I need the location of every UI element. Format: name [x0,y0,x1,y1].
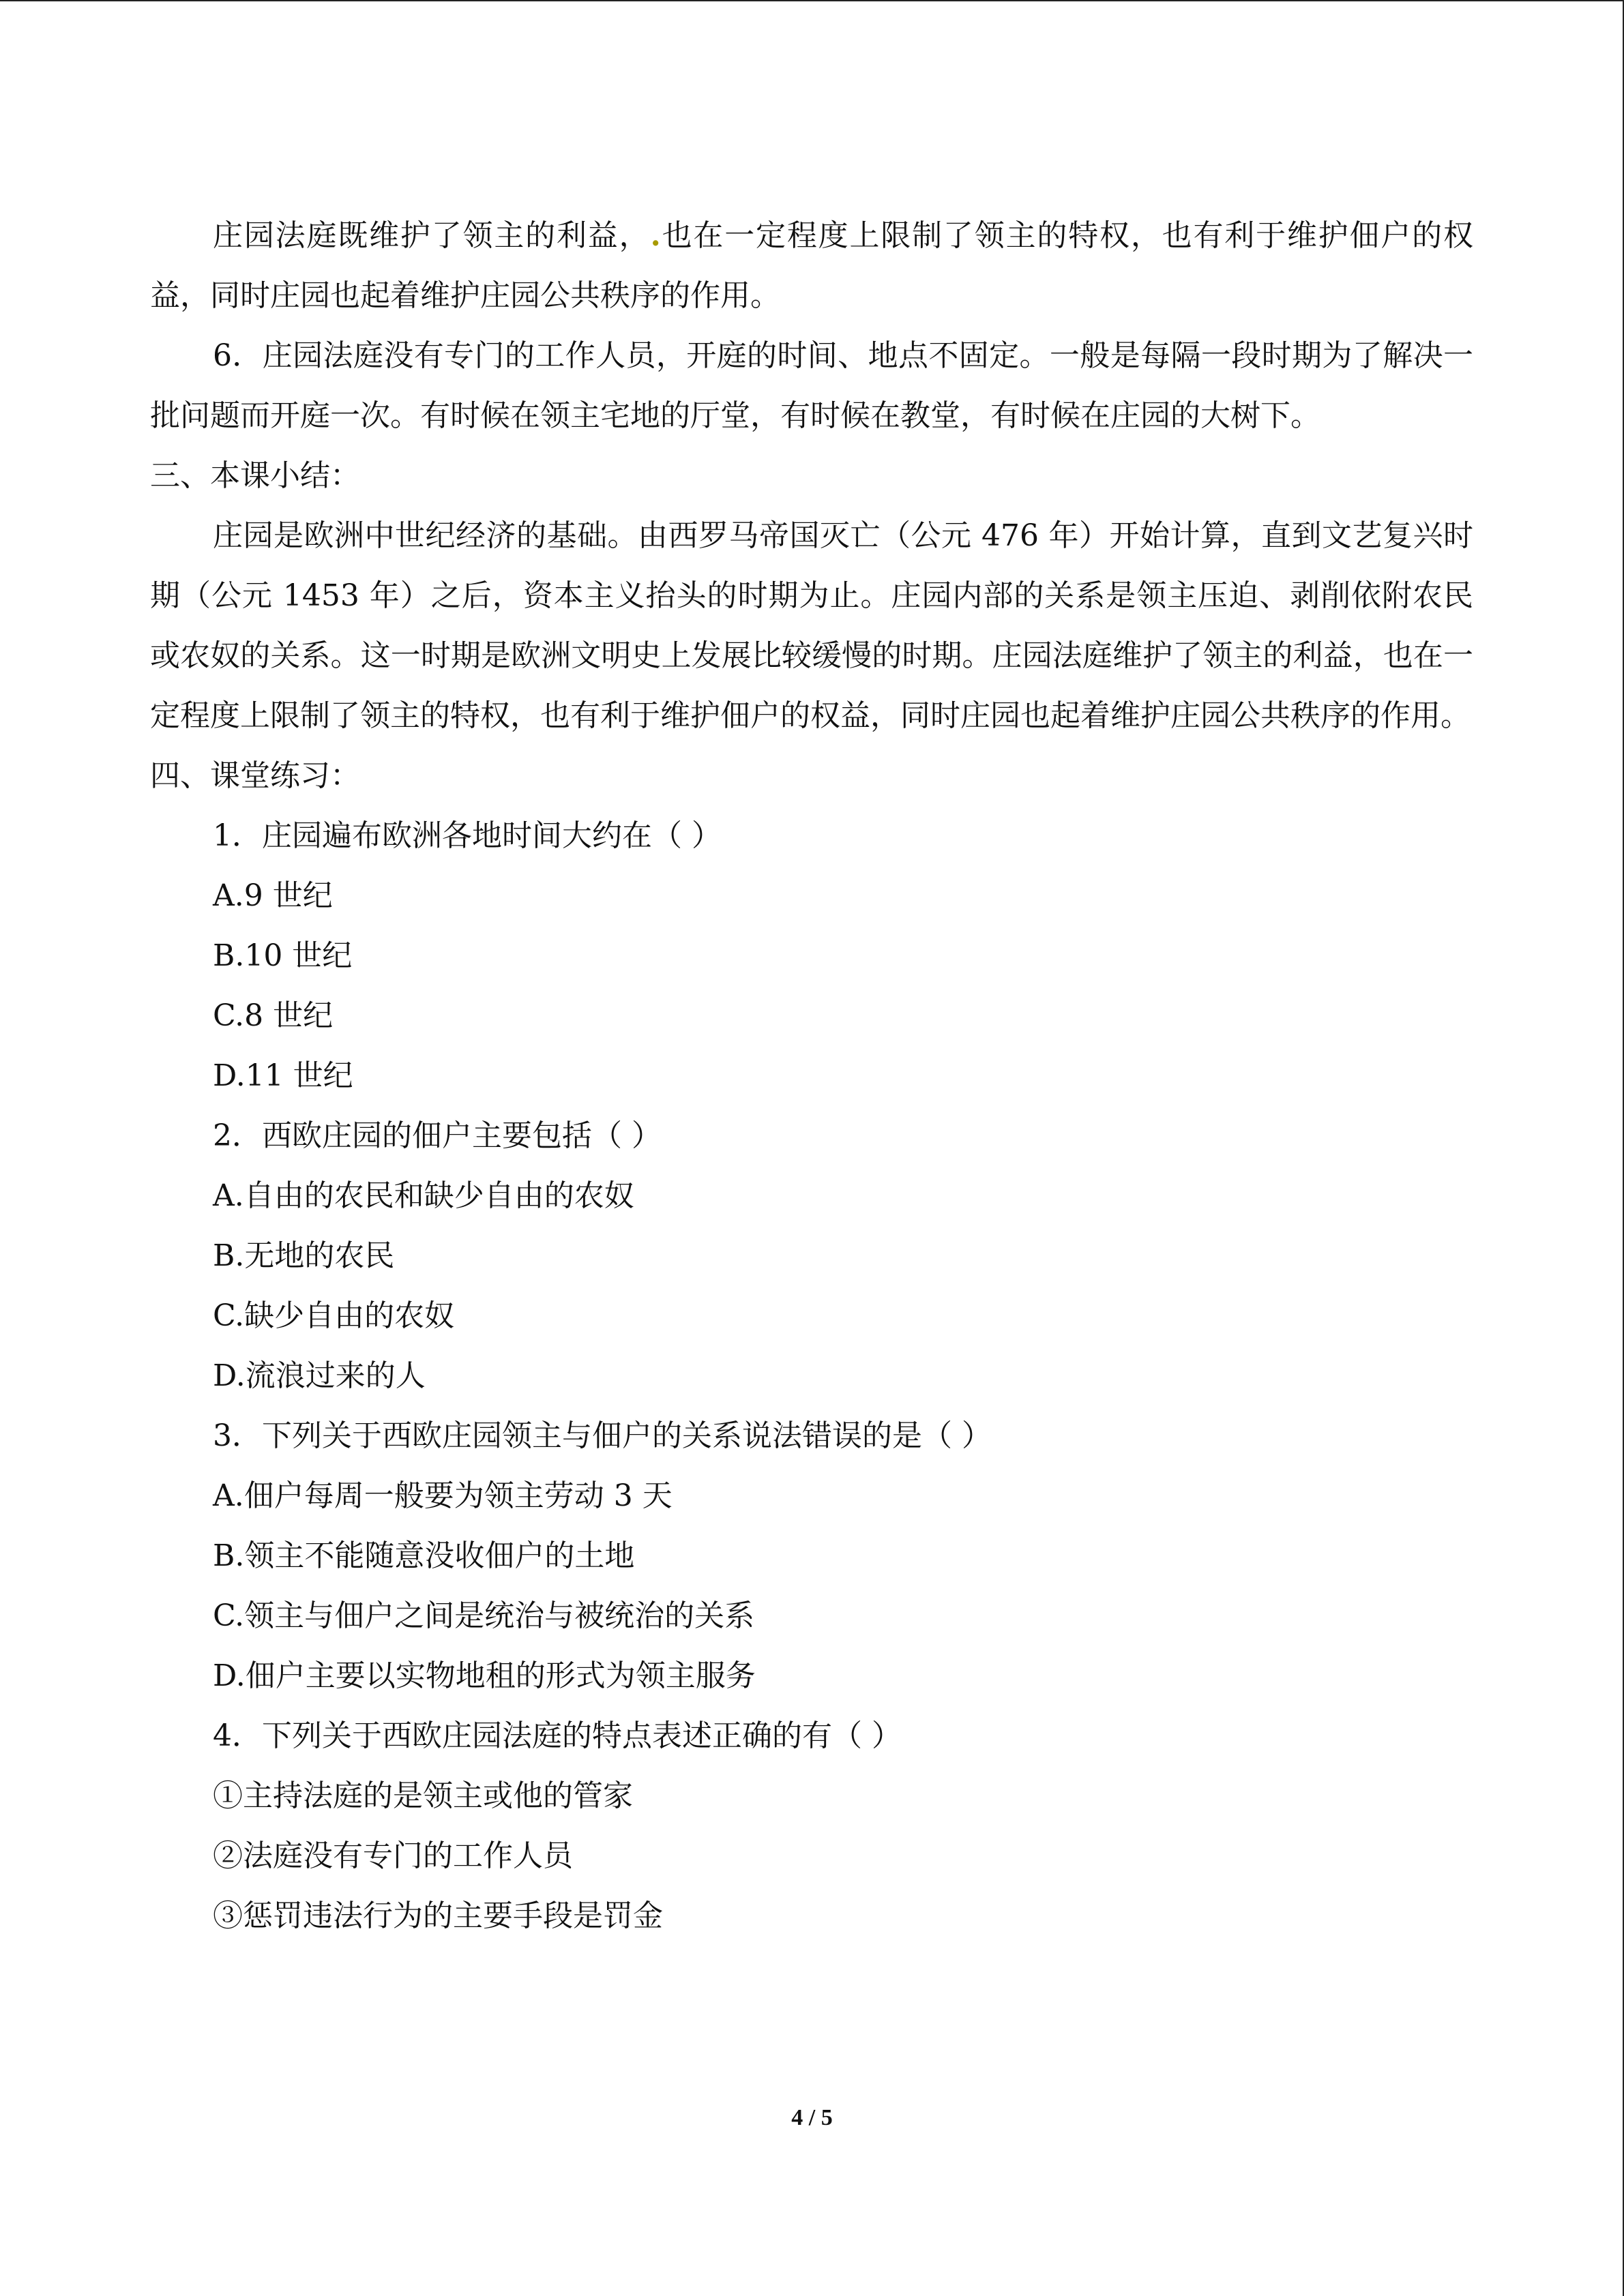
question-option: B.领主不能随意没收佃户的土地 [213,1538,635,1573]
question-option: ②法庭没有专门的工作人员 [213,1838,573,1873]
question-option: B.无地的农民 [213,1238,395,1273]
question-2 [150,1106,1473,1406]
paragraph-text: 也在一定程度上限制了领主的特权，也有利于维护佃户的权益，同时庄园也起着维护庄园公共秩序的作用。 [150,218,1474,313]
question-option: ③惩罚违法行为的主要手段是罚金 [213,1898,663,1933]
section-heading-exercises: 四、课堂练习： [150,758,360,793]
highlight-mark: . [650,218,661,253]
question-option: D.流浪过来的人 [213,1358,426,1393]
question-option: C.8 世纪 [213,998,334,1033]
paragraph-manor-court-role [150,206,1473,326]
question-stem: 4．下列关于西欧庄园法庭的特点表述正确的有（ ） [213,1718,902,1753]
question-option: C.缺少自由的农奴 [213,1298,455,1333]
question-option: C.领主与佃户之间是统治与被统治的关系 [213,1598,755,1633]
question-option: A.自由的农民和缺少自由的农奴 [213,1178,634,1213]
question-3 [150,1406,1473,1706]
section-heading-summary: 三、本课小结： [150,458,360,493]
question-option: ①主持法庭的是领主或他的管家 [213,1778,633,1813]
question-stem: 2．西欧庄园的佃户主要包括（ ） [213,1118,662,1153]
question-stem: 3．下列关于西欧庄园领主与佃户的关系说法错误的是（ ） [213,1418,992,1453]
question-option: B.10 世纪 [213,938,353,973]
paragraph-text: 庄园法庭既维护了领主的利益， [213,218,651,253]
question-option: D.佃户主要以实物地租的形式为领主服务 [213,1658,756,1693]
question-option: A.佃户每周一般要为领主劳动 3 天 [213,1478,673,1513]
paragraph-summary: 庄园是欧洲中世纪经济的基础。由西罗马帝国灭亡（公元 476 年）开始计算，直到文艺复兴时期（公元 1453 年）之后，资本主义抬头的时期为止。庄园内部的关系是领主压迫、剥削依附农民或农奴的关系。这一时期是欧洲文明史上发展比较缓慢的时期。庄园法庭维护了领主的利益，也在一定程度上限制了领主的特权，也有利于维护佃户的权益，同时庄园也起着维护庄园公共秩序的作用。 [150,518,1473,733]
page-content [150,206,1473,1946]
question-option: A.9 世纪 [213,878,333,913]
question-stem: 1．庄园遍布欧洲各地时间大约在（ ） [213,818,722,853]
question-4 [150,1706,1473,1946]
question-option: D.11 世纪 [213,1058,353,1093]
page-number: 4 / 5 [791,2105,833,2130]
question-1 [150,806,1473,1106]
paragraph-point-6: 6．庄园法庭没有专门的工作人员，开庭的时间、地点不固定。一般是每隔一段时期为了解决一批问题而开庭一次。有时候在领主宅地的厅堂，有时候在教堂，有时候在庄园的大树下。 [150,338,1473,433]
